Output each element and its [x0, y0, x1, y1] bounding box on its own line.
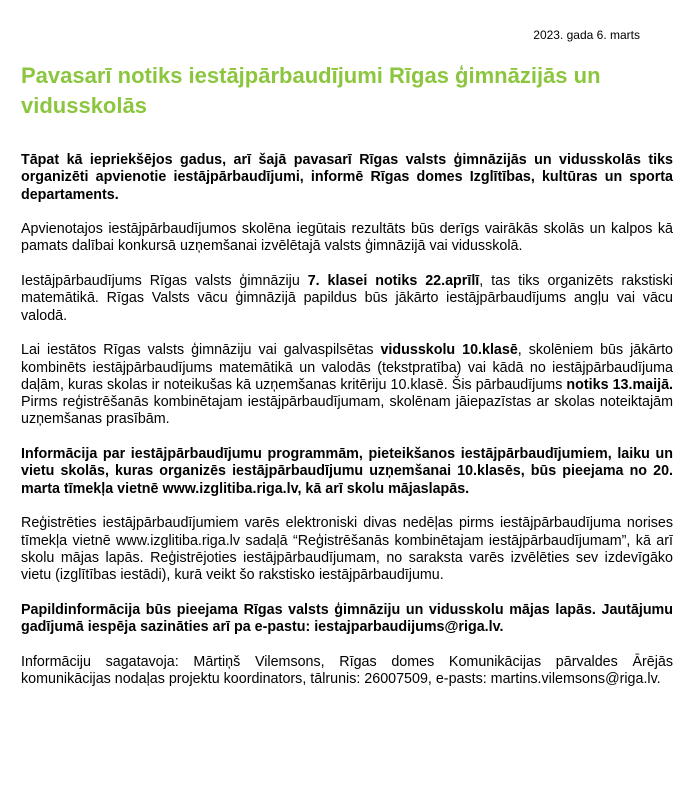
document-title: Pavasarī notiks iestājpārbaudījumi Rīgas ģimnāzijās un vidusskolās [21, 63, 601, 118]
p3-text-c: , skolēniem būs jākārto kombinēts iestājpārbaudījums matemātikā un valodās (tekstpratība) vai kādā no iestājpārbaudījuma daļām, kuras skolas ir noteikušas kā uzņemšanas kritēriju 10.klasē. Šis pārbaudījums [21, 342, 673, 393]
lead-paragraph: Tāpat kā iepriekšējos gadus, arī šajā pavasarī Rīgas valsts ģimnāzijās un vidusskolās tiks organizēti apvienotie iestājpārbaudījumi, informē Rīgas domes Izglītības, kultūras un sporta departaments. [21, 152, 673, 203]
p5-text: Reģistrēties iestājpārbaudījumiem varēs elektroniski divas nedēļas pirms iestājpārbaudījuma norises tīmekļa vietnē www.izglitiba.riga.lv sadaļā “Reģistrēšanās kombinētajam iestājpārbaudījumam”, kā arī skolu mājas lapās. Reģistrējoties iestājpārbaudījumam, no saraksta varēs izvēlēties sev izdevīgāko vietu (izglītības iestādi), kurā veikt šo rakstisko iestājpārbaudījumu. [21, 515, 673, 584]
p3-text-e: Pirms reģistrēšanās kombinētajam iestājpārbaudījumam, skolēnam jāiepazīstas ar skolas noteiktajām uzņemšanas prasībām. [21, 394, 673, 428]
paragraph-information: Informācija par iestājpārbaudījumu programmām, pieteikšanos iestājpārbaudījumiem, laiku un vietu skolās, kuras organizēs iestājpārbaudījumu uzņemšanai 10.klasēs, būs pieejama no 20. marta tīmekļa vietnē www.izglitiba.riga.lv, kā arī skolu mājaslapās. [21, 446, 673, 497]
document-date: 2023. gada 6. marts [533, 28, 640, 42]
paragraph-7th-grade [21, 273, 673, 325]
p3-bold-date: notiks 13.maijā. [566, 376, 674, 393]
paragraph-registration [21, 515, 673, 584]
document-body [21, 152, 673, 688]
footer-credits: Informāciju sagatavoja: Mārtiņš Vilemsons, Rīgas domes Komunikācijas pārvaldes Ārējās komunikācijas nodaļas projektu koordinators, tālrunis: 26007509, e-pasts: martins.vilemsons@riga.lv. [21, 653, 673, 687]
paragraph-contact: Papildinformācija būs pieejama Rīgas valsts ģimnāziju un vidusskolu mājas lapās. Jautājumu gadījumā iespēja sazināties arī pa e-pastu: iestajparbaudijums@riga.lv. [21, 601, 673, 636]
p2-text-c: , tas tiks organizēts rakstiski matemātikā. Rīgas Valsts vācu ģimnāzijā papildus būs jākārto iestājpārbaudījums angļu vai vācu valodā. [21, 273, 673, 324]
p3-bold-grade: vidusskolu 10.klasē [380, 342, 518, 359]
p2-text-a: Iestājpārbaudījums Rīgas valsts ģimnāziju [21, 273, 308, 290]
p2-bold-date: 7. klasei notiks 22.aprīlī [307, 273, 480, 290]
paragraph-10th-grade [21, 342, 673, 428]
paragraph-results: Apvienotajos iestājpārbaudījumos skolēna iegūtais rezultāts būs derīgs vairākās skolās un kalpos kā pamats dalībai konkursā uzņemšanai izvēlētajā valsts ģimnāzijā vai vidusskolā. [21, 221, 673, 255]
p3-text-a: Lai iestātos Rīgas valsts ģimnāziju vai galvaspilsētas [21, 342, 381, 359]
